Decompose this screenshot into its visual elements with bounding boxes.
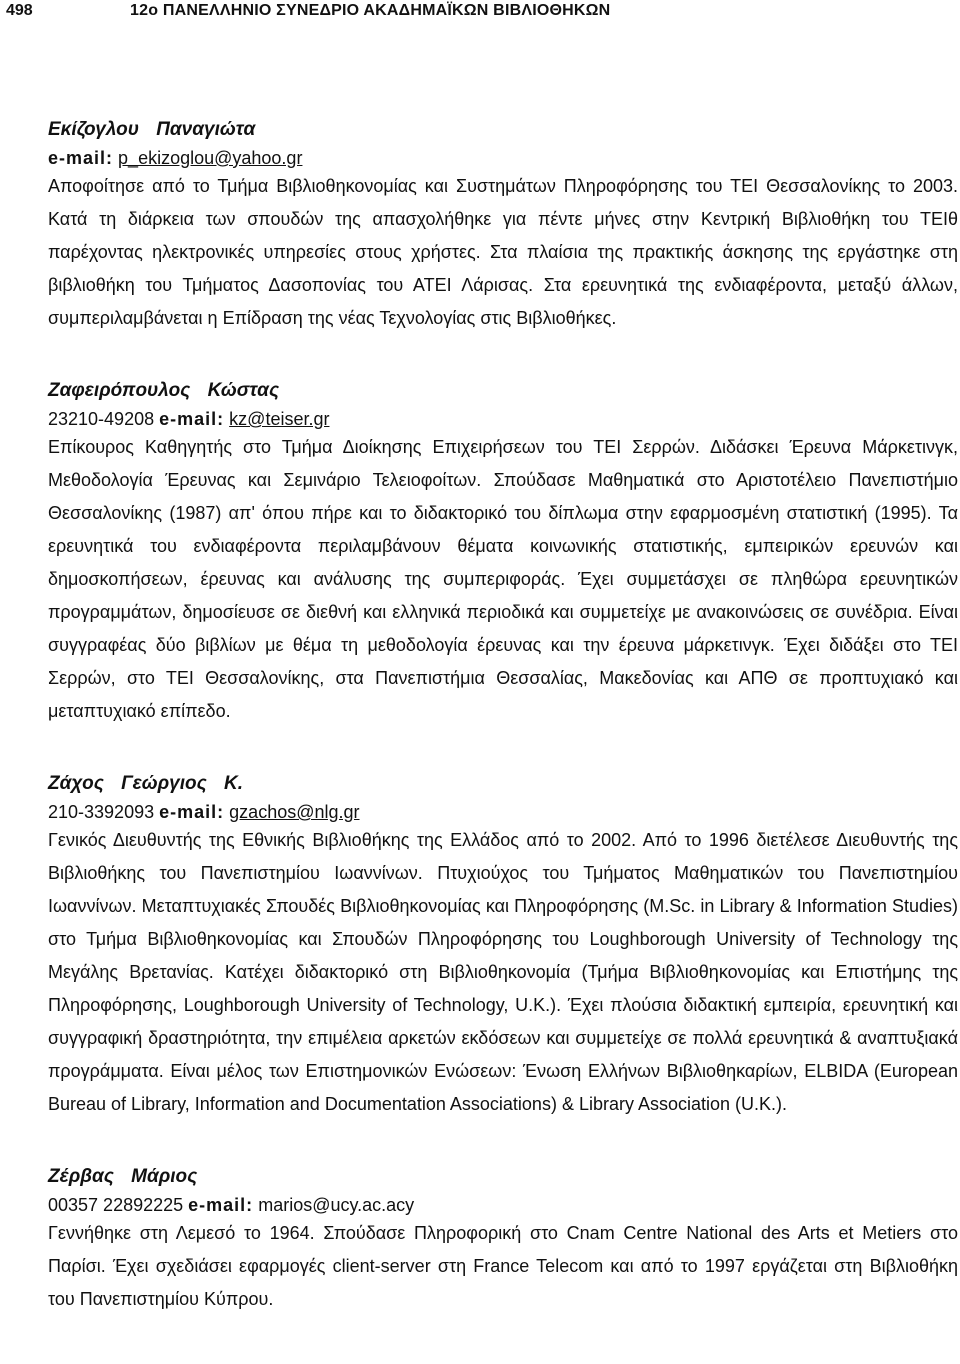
contact-line (48, 800, 960, 824)
bio-entry (48, 377, 960, 728)
phone-number: 210-3392093 (48, 802, 155, 822)
bio-text: Επίκουρος Καθηγητής στο Τμήμα Διοίκησης Επιχειρήσεων του ΤΕΙ Σερρών. Διδάσκει Έρευνα Μάρκετινγκ, Μεθοδολογία Έρευνας και Σεμινάριο Τελειοφοίτων. Σπούδασε Μαθηματικά στο Αριστοτέλειο Πανεπιστήμιο Θεσσαλονίκης (1987) απ' όπου πήρε και το διδακτορικό του δίπλωμα στην εφαρμοσμένη στατιστική (1995). Τα ερευνητικά του ενδιαφέροντα περιλαμβάνουν θέματα κοινωνικής στατιστικής, εμπειρικών ερευνών και δημοσκοπήσεων, έρευνας και ανάλυσης της συμπεριφοράς. Έχει συμμετάσχει σε πληθώρα ερευνητικών προγραμμάτων, δημοσίευσε σε διεθνή και ελληνικά περιοδικά και συμμετείχε με ανακοινώσεις σε συνέδρια. Είναι συγγραφέας δύο βιβλίων με θέμα τη μεθοδολογία έρευνας και την έρευνα μάρκετινγκ. Έχει διδάξει στο ΤΕΙ Σερρών, στο ΤΕΙ Θεσσαλονίκης, στα Πανεπιστήμια Θεσσαλίας, Μακεδονίας και ΑΠΘ σε προπτυχιακό και μεταπτυχιακό επίπεδο. (48, 437, 958, 721)
phone-number: 23210-49208 (48, 409, 155, 429)
contact-line (48, 146, 960, 170)
email-text: marios@ucy.ac.acy (258, 1195, 415, 1215)
person-name: Ζέρβας Μάριος (48, 1166, 198, 1187)
bio-text: Γενικός Διευθυντής της Εθνικής Βιβλιοθήκης της Ελλάδος από το 2002. Από το 1996 διετέλεσε Διευθυντής της Βιβλιοθήκης του Πανεπιστημίου Ιωαννίνων. Πτυχιούχος του Τμήματος Μαθηματικών του Πανεπιστημίου Ιωαννίνων. Μεταπτυχιακές Σπουδές Βιβλιοθηκονομίας και Πληροφόρησης (M.Sc. in Library & Information Studies) στο Τμήμα Βιβλιοθηκονομίας και Σπουδών Πληροφόρησης του Loughborough University of Technology της Μεγάλης Βρετανίας. Κατέχει διδακτορικό στη Βιβλιοθηκονομία (Τμήμα Βιβλιοθηκονομίας και Επιστήμης της Πληροφόρησης, Loughborough University of Technology, U.K.). Έχει πλούσια διδακτική εμπειρία, ερευνητική και συγγραφική δραστηριότητα, την επιμέλεια αρκετών εκδόσεων και συμμετείχε σε πολλά ερευνητικά & αναπτυξιακά προγράμματα. Είναι μέλος των Επιστημονικών Ενώσεων: Ένωση Ελλήνων Βιβλιοθηκαρίων, ELBIDA (European Bureau of Library, Information and Documentation Associations) & Library Association (U.K.). (48, 830, 958, 1114)
email-label: e-mail: (48, 148, 114, 168)
bio-text: Γεννήθηκε στη Λεμεσό το 1964. Σπούδασε Πληροφορική στο Cnam Centre National des Arts et Metiers στο Παρίσι. Έχει σχεδιάσει εφαρμογές client-server στη France Telecom και από το 1997 εργάζεται στη Βιβλιοθήκη του Πανεπιστημίου Κύπρου. (48, 1223, 958, 1309)
page-header (0, 0, 960, 30)
email-link[interactable]: kz@teiser.gr (229, 409, 330, 429)
bio-entry (48, 770, 960, 1121)
person-name: Ζάχος Γεώργιος Κ. (48, 773, 243, 794)
running-title: 12ο ΠΑΝΕΛΛΗΝΙΟ ΣΥΝΕΔΡΙΟ ΑΚΑΔΗΜΑΪΚΩΝ ΒΙΒΛΙΟΘΗΚΩΝ (130, 2, 611, 19)
contact-line (48, 1193, 960, 1217)
person-name: Εκίζογλου Παναγιώτα (48, 119, 256, 140)
contact-line (48, 407, 960, 431)
bio-entry (48, 1163, 960, 1316)
email-link[interactable]: p_ekizoglou@yahoo.gr (118, 148, 303, 168)
page-number: 498 (6, 2, 33, 19)
biographies (48, 116, 960, 1358)
phone-number: 00357 22892225 (48, 1195, 184, 1215)
email-label: e-mail: (159, 802, 225, 822)
email-link[interactable]: gzachos@nlg.gr (229, 802, 360, 822)
email-label: e-mail: (159, 409, 225, 429)
email-label: e-mail: (188, 1195, 254, 1215)
bio-entry (48, 116, 960, 335)
bio-text: Αποφοίτησε από το Τμήμα Βιβλιοθηκονομίας και Συστημάτων Πληροφόρησης του ΤΕΙ Θεσσαλονίκης το 2003. Κατά τη διάρκεια των σπουδών της απασχολήθηκε για πέντε μήνες στην Κεντρική Βιβλιοθήκη του ΤΕΙθ παρέχοντας ηλεκτρονικές υπηρεσίες στους χρήστες. Στα πλαίσια της πρακτικής άσκησης της εργάστηκε στη βιβλιοθήκη του Τμήματος Δασοπονίας του ΑΤΕΙ Λάρισας. Στα ερευνητικά της ενδιαφέροντα, μεταξύ άλλων, συμπεριλαμβάνεται η Επίδραση της νέας Τεχνολογίας στις Βιβλιοθήκες. (48, 176, 958, 328)
person-name: Ζαφειρόπουλος Κώστας (48, 380, 280, 401)
